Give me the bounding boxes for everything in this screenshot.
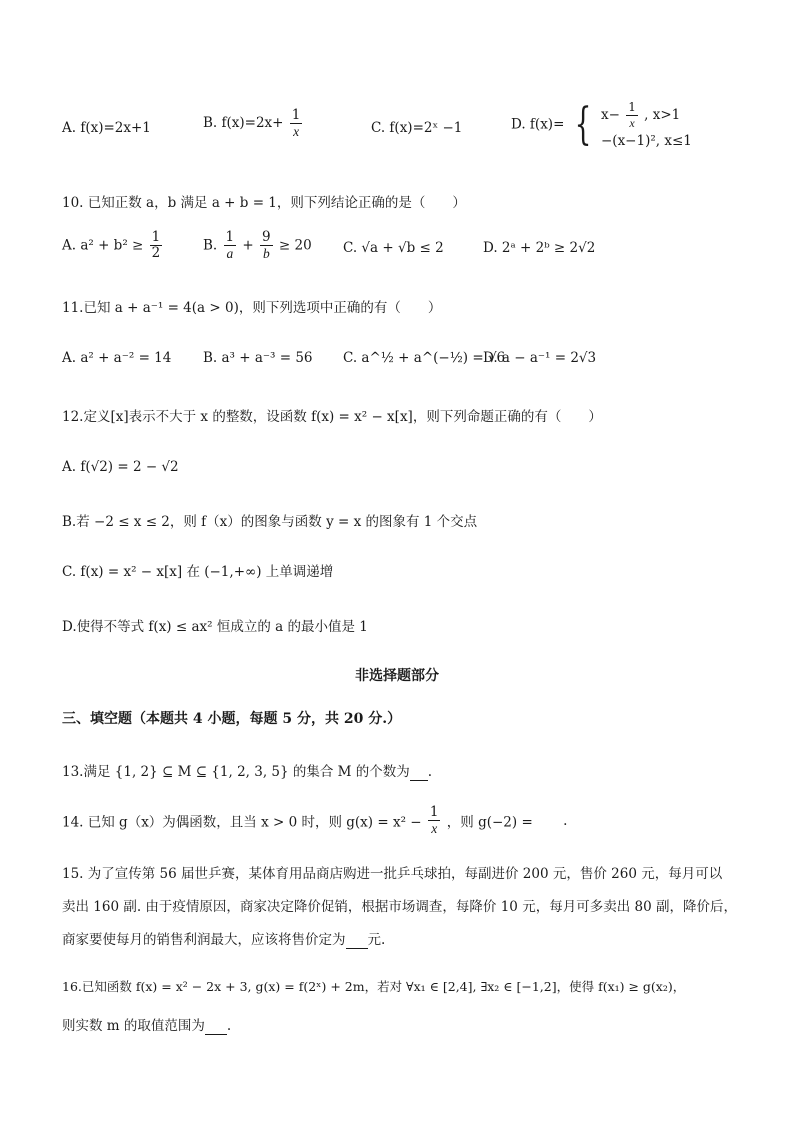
q14-prefix: 14. 已知 g（x）为偶函数，且当 x > 0 时，则 g(x) = x² −	[62, 814, 422, 831]
q13	[62, 760, 432, 781]
q16-line-1: 16.已知函数 f(x) = x² − 2x + 3, g(x) = f(2ˣ) + 2m，若对 ∀x₁ ∈ [2,4], ∃x₂ ∈ [−1,2]，使得 f(x₁) ≥ g(x₂)，	[62, 979, 686, 994]
q9-option-b-prefix: B. f(x)=2x+	[203, 115, 284, 131]
q11-option-c: C. a^½ + a^(−½) = √6	[343, 350, 506, 366]
case1-fraction	[626, 100, 638, 131]
q15-line-2: 卖出 160 副. 由于疫情原因，商家决定降价促销，根据市场调查，每降价 10 元，每月可多卖出 80 副，降价后，	[62, 899, 737, 915]
answer-blank	[346, 932, 368, 949]
q11-option-b: B. a³ + a⁻³ = 56	[203, 350, 313, 366]
case1-condition: , x>1	[644, 107, 681, 123]
fraction-numerator: 9	[262, 229, 271, 245]
fraction-denominator: x	[629, 116, 635, 130]
fraction-denominator: b	[262, 246, 270, 261]
q10-option-b	[203, 230, 312, 261]
q10-option-a-prefix: A. a² + b² ≥	[62, 237, 144, 254]
q9-option-c: C. f(x)=2ˣ −1	[371, 120, 463, 136]
fraction-denominator: 2	[151, 245, 161, 261]
q9-option-a: A. f(x)=2x+1	[62, 120, 151, 136]
part3-heading: 三、填空题（本题共 4 小题，每题 5 分，共 20 分.）	[62, 711, 402, 727]
fraction-numerator: 1	[628, 100, 636, 114]
section-title: 非选择题部分	[355, 668, 439, 684]
q10-option-d: D. 2ᵃ + 2ᵇ ≥ 2√2	[483, 240, 596, 256]
q14-suffix: ，则 g(−2) =	[446, 814, 533, 831]
q14-fraction	[428, 805, 441, 836]
answer-blank	[205, 1018, 227, 1035]
q10-option-b-prefix: B.	[203, 237, 218, 254]
q12-stem: 12.定义[x]表示不大于 x 的整数，设函数 f(x) = x² − x[x]，则下列命题正确的有（ ）	[62, 409, 602, 425]
q16-line-2-prefix: 则实数 m 的取值范围为	[62, 1018, 205, 1034]
fraction-numerator: 1	[429, 804, 439, 820]
q15-line-1: 15. 为了宣传第 56 届世乒赛，某体育用品商店购进一批乒乓球拍，每副进价 200 元，售价 260 元，每月可以	[62, 866, 723, 882]
fraction-numerator: 1	[225, 229, 235, 245]
q15-line-3-suffix: 元.	[367, 932, 386, 948]
q9-option-b	[203, 108, 304, 139]
answer-blank	[410, 764, 428, 781]
fraction-denominator: x	[431, 821, 438, 836]
fraction-numerator: 1	[151, 229, 161, 245]
q9-option-d-prefix: D. f(x)=	[511, 116, 565, 133]
q10-option-b-fraction-1	[224, 230, 237, 261]
q10-option-c: C. √a + √b ≤ 2	[343, 240, 444, 256]
piecewise-brace: {	[574, 98, 592, 150]
q10-option-a	[62, 230, 164, 261]
q11-option-a: A. a² + a⁻² = 14	[62, 350, 172, 366]
q11-option-d: D. a − a⁻¹ = 2√3	[483, 350, 597, 366]
q15-line-3-prefix: 商家要使每月的销售利润最大，应该将售价定为	[62, 932, 346, 948]
case1-prefix: x−	[600, 107, 620, 123]
q13-text: 13.满足 {1, 2} ⊆ M ⊆ {1, 2, 3, 5} 的集合 M 的个数为	[62, 764, 410, 780]
q15-line-3	[62, 928, 385, 949]
q10-option-b-fraction-2	[260, 230, 273, 261]
q9-option-b-fraction	[290, 108, 303, 139]
q13-end: .	[427, 764, 433, 780]
piecewise-cases	[601, 100, 692, 149]
q12-option-b: B.若 −2 ≤ x ≤ 2，则 f（x）的图象与函数 y = x 的图象有 1 个交点	[62, 514, 478, 530]
q16-end: .	[226, 1018, 232, 1034]
fraction-denominator: x	[293, 124, 300, 139]
q12-option-c: C. f(x) = x² − x[x] 在 (−1,+∞) 上单调递增	[62, 564, 334, 580]
plus-sign: +	[242, 237, 254, 254]
q12-option-d: D.使得不等式 f(x) ≤ ax² 恒成立的 a 的最小值是 1	[62, 619, 368, 635]
q12-option-a: A. f(√2) = 2 − √2	[62, 459, 179, 475]
q16-line-2	[62, 1014, 231, 1035]
fraction-numerator: 1	[291, 107, 301, 123]
q10-option-b-suffix: ≥ 20	[278, 237, 312, 254]
q14	[62, 805, 567, 836]
q9-option-d	[511, 100, 692, 149]
q10-option-a-fraction	[150, 230, 163, 261]
q10-stem: 10. 已知正数 a，b 满足 a + b = 1，则下列结论正确的是（ ）	[62, 195, 466, 211]
fraction-denominator: a	[226, 246, 234, 261]
q14-end: .	[563, 812, 568, 829]
q11-stem: 11.已知 a + a⁻¹ = 4(a > 0)，则下列选项中正确的有（ ）	[62, 300, 442, 316]
piecewise-case-1	[601, 100, 692, 131]
piecewise-case-2: −(x−1)², x≤1	[600, 133, 692, 149]
